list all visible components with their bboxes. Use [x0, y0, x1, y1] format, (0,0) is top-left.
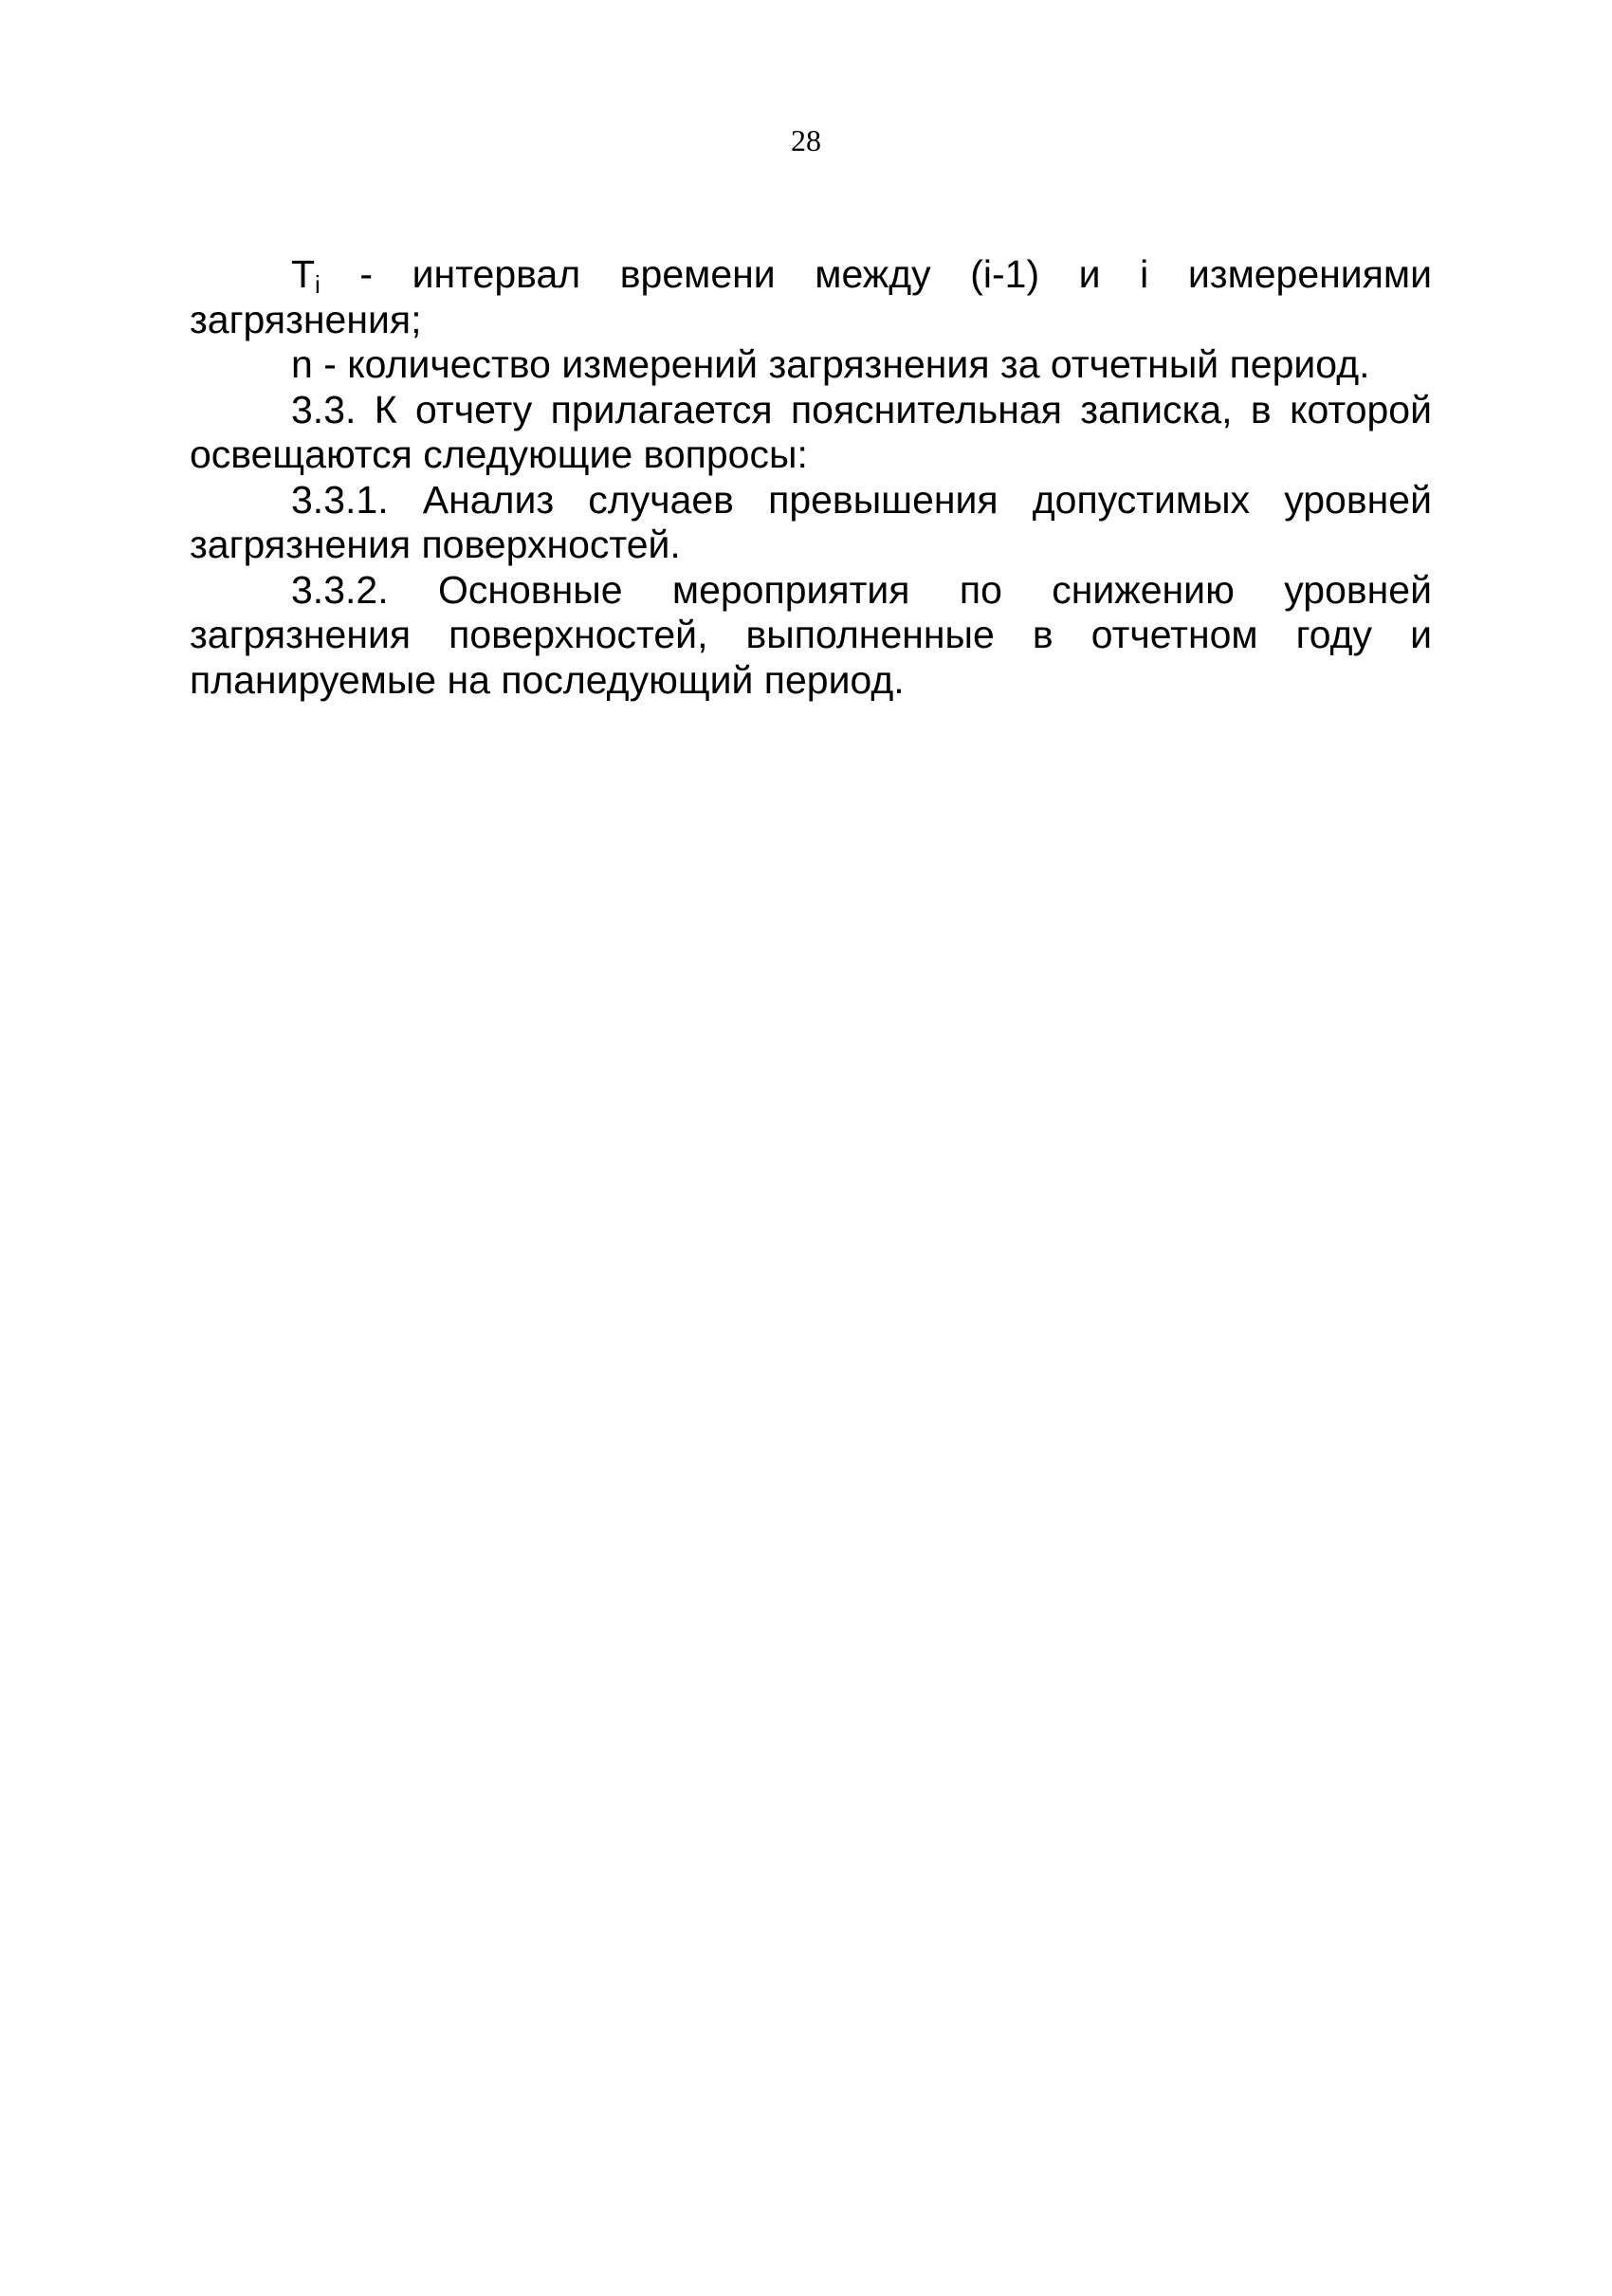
- paragraph-n-definition: n - количество измерений загрязнения за отчетный период.: [291, 342, 1370, 386]
- paragraph-3-3-2: 3.3.2. Основные мероприятия по снижению уровней загрязнения поверхностей, выполненные в отчетном году и планируемые на последующий период.: [190, 567, 1432, 702]
- paragraph-3-3: 3.3. К отчету прилагается пояснительная записка, в которой освещаются следующие вопросы:: [190, 387, 1432, 476]
- paragraph-ti-definition: [190, 252, 1432, 342]
- paragraph-3-3-1: 3.3.1. Анализ случаев превышения допустимых уровней загрязнения поверхностей.: [190, 477, 1432, 566]
- symbol-t: T: [291, 252, 316, 296]
- symbol-subscript: i: [315, 270, 321, 299]
- body-text: [190, 252, 1432, 703]
- page-number: 28: [791, 123, 821, 157]
- paragraph-text: - интервал времени между (i-1) и i измерениями загрязнения;: [190, 252, 1432, 341]
